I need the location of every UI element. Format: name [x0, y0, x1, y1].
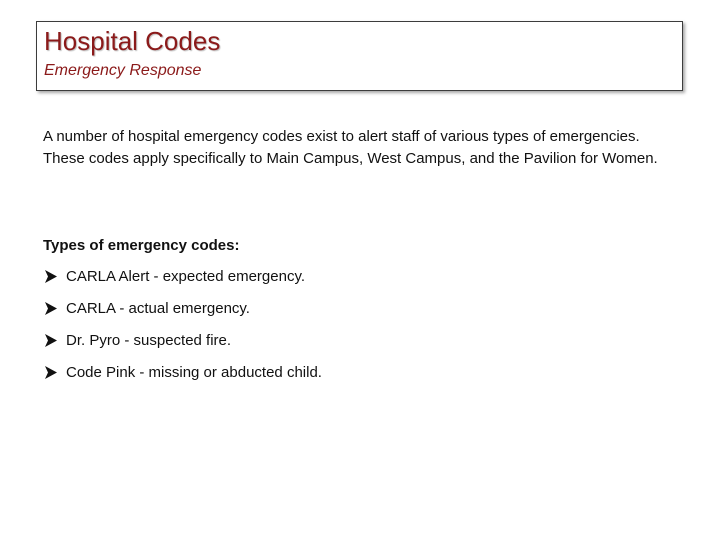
arrow-bullet-icon	[43, 269, 58, 284]
page-subtitle: Emergency Response	[44, 62, 202, 79]
code-text: Code Pink - missing or abducted child.	[66, 364, 322, 381]
intro-paragraph: A number of hospital emergency codes exist to alert staff of various types of emergencies. These codes apply specifically to Main Campus, West Campus, and the Pavilion for Women.	[43, 128, 658, 167]
code-text: CARLA - actual emergency.	[66, 300, 250, 317]
title-box	[36, 21, 683, 91]
code-text: Dr. Pyro - suspected fire.	[66, 332, 232, 349]
arrow-bullet-icon	[43, 301, 58, 316]
arrow-bullet-icon	[43, 365, 58, 380]
code-text: CARLA Alert - expected emergency.	[66, 268, 306, 285]
types-heading: Types of emergency codes:	[43, 237, 240, 254]
page-title: Hospital Codes	[44, 26, 221, 56]
arrow-bullet-icon	[43, 333, 58, 348]
